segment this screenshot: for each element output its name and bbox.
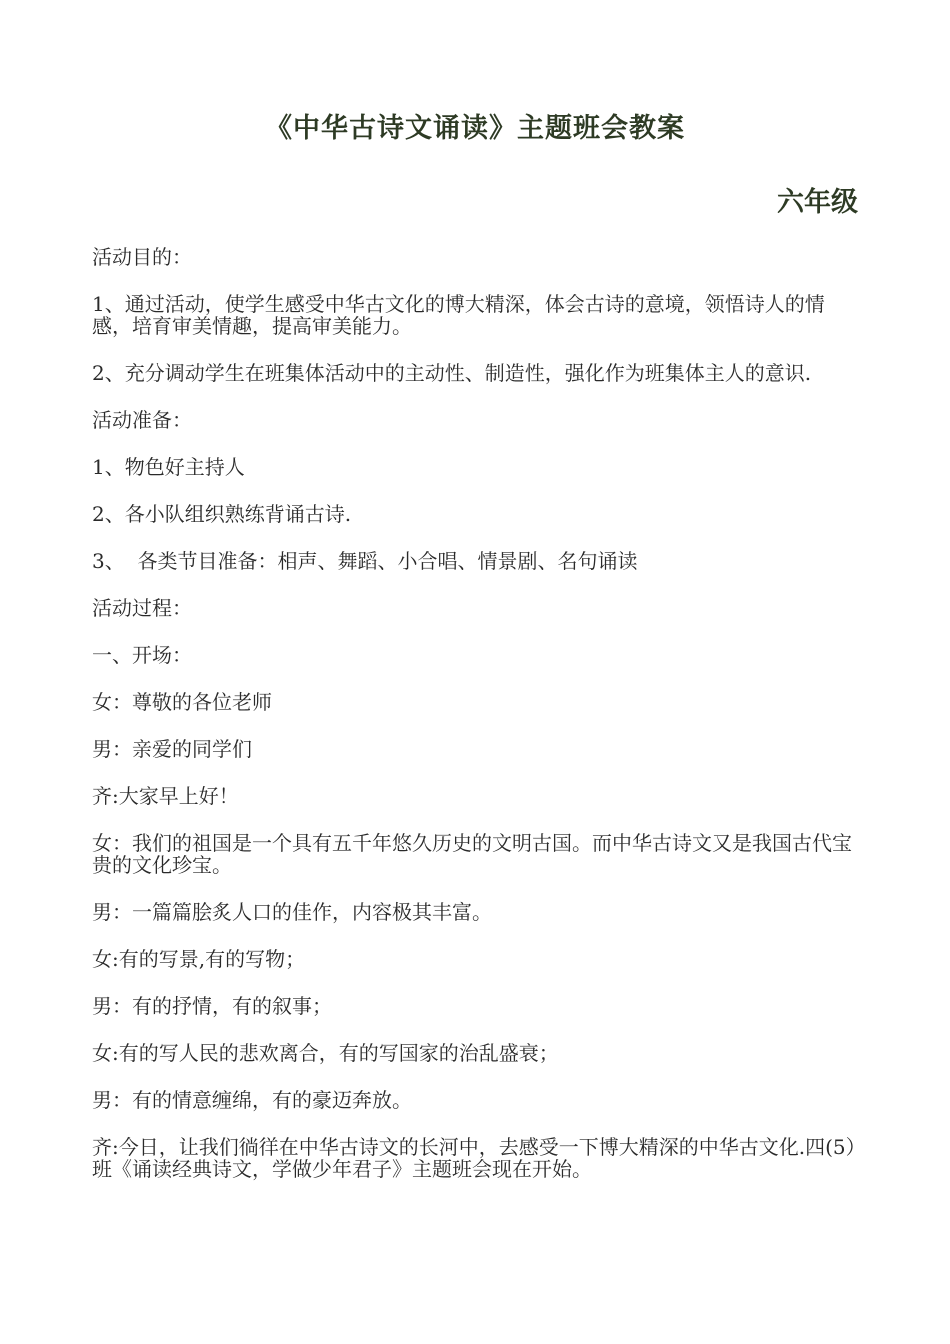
paragraph: 女：我们的祖国是一个具有五千年悠久历史的文明古国。而中华古诗文又是我国古代宝贵的文化珍宝。 [92,831,852,877]
paragraph: 活动目的： [92,245,192,269]
paragraph: 活动准备： [92,408,192,432]
paragraph: 女：尊敬的各位老师 [92,690,272,714]
paragraph: 男：亲爱的同学们 [92,737,252,761]
paragraph: 男：有的抒情，有的叙事； [92,994,332,1018]
paragraph: 1、物色好主持人 [92,455,245,479]
paragraph: 齐:大家早上好！ [92,784,239,808]
document-title: 《中华古诗文诵读》主题班会教案 [265,113,685,144]
paragraph: 齐:今日，让我们徜徉在中华古诗文的长河中，去感受一下博大精深的中华古文化.四(5）班《诵读经典诗文，学做少年君子》主题班会现在开始。 [92,1135,856,1181]
paragraph: 活动过程： [92,596,192,620]
paragraph: 2、充分调动学生在班集体活动中的主动性、制造性，强化作为班集体主人的意识. [92,361,812,385]
paragraph: 1、通过活动，使学生感受中华古文化的博大精深，体会古诗的意境，领悟诗人的情感，培育审美情趣，提高审美能力。 [92,292,825,338]
document-body [92,246,858,1205]
paragraph: 男：一篇篇脍炙人口的佳作，内容极其丰富。 [92,900,492,924]
paragraph: 2、各小队组织熟练背诵古诗. [92,502,352,526]
paragraph: 女:有的写景,有的写物； [92,947,306,971]
grade-label: 六年级 [777,187,858,218]
paragraph: 男：有的情意缠绵，有的豪迈奔放。 [92,1088,412,1112]
paragraph: 3、 各类节目准备：相声、舞蹈、小合唱、情景剧、名句诵读 [92,549,638,573]
paragraph: 女:有的写人民的悲欢离合，有的写国家的治乱盛衰； [92,1041,559,1065]
paragraph: 一、开场： [92,643,192,667]
